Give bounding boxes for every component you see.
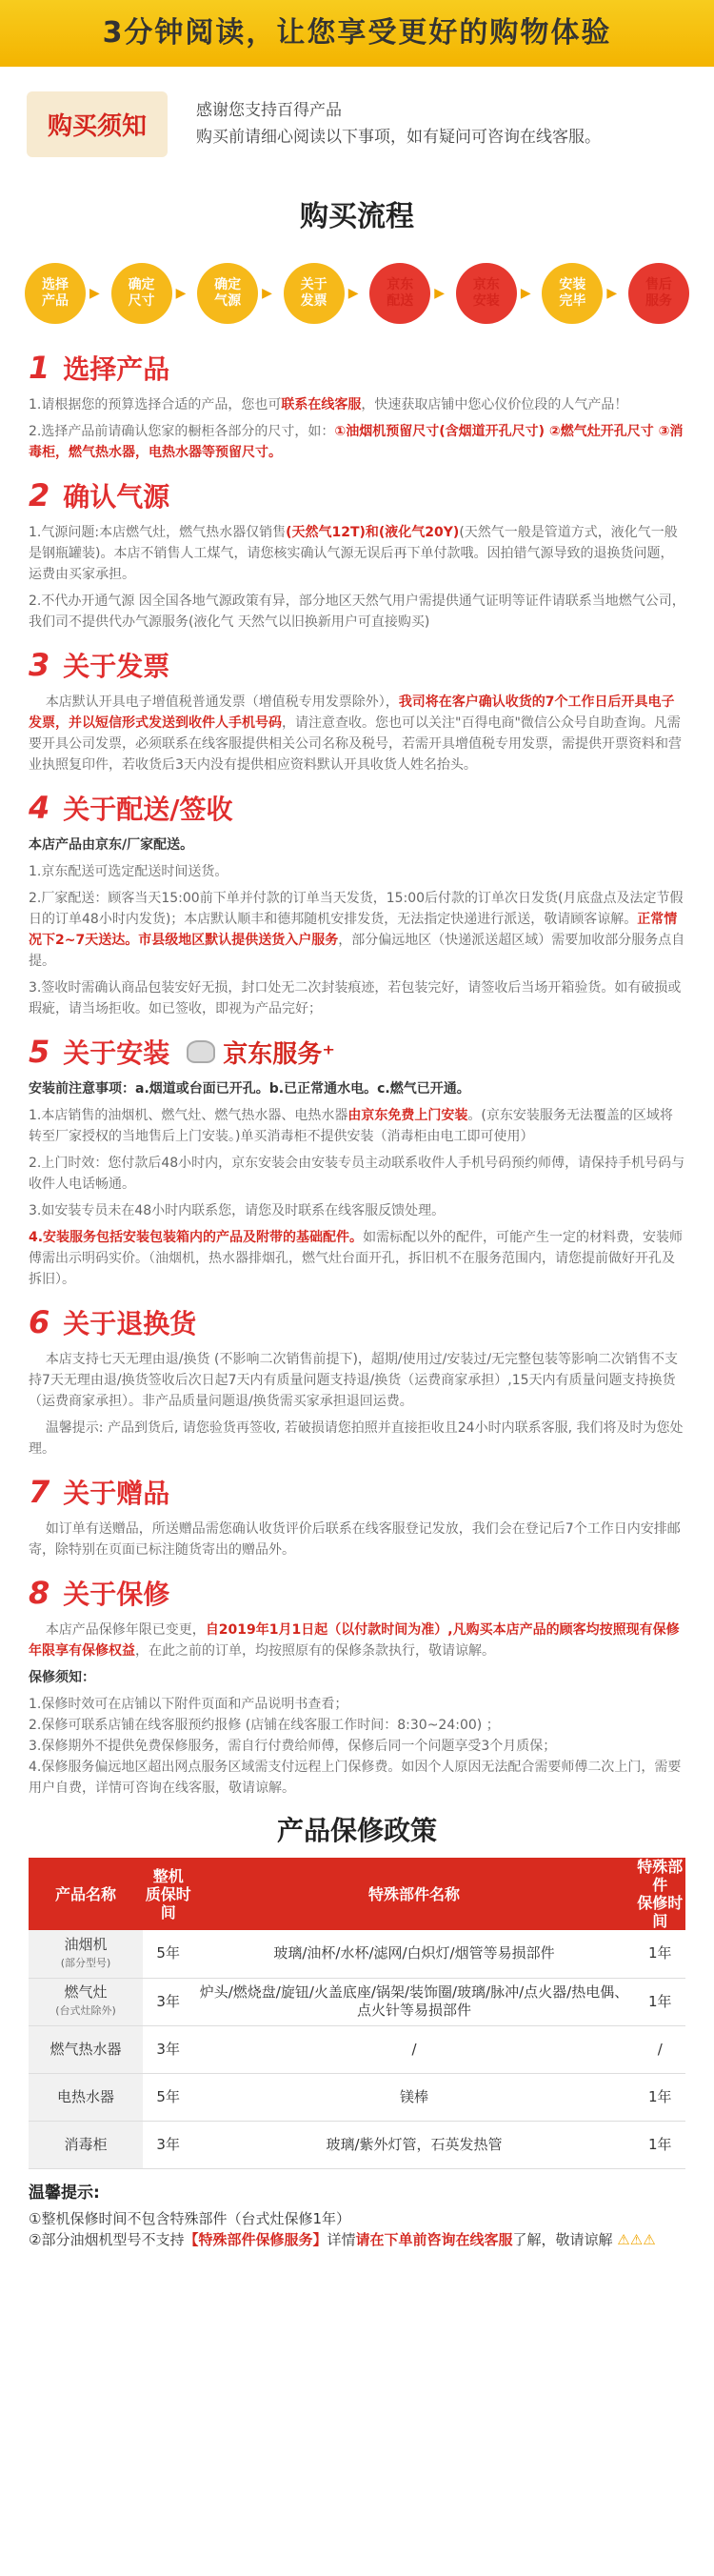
table-row: [29, 1930, 685, 1978]
parts-warranty-time: 1年: [635, 2121, 685, 2168]
text: 3.如安装专员未在48小时内联系您，请您及时联系在线客服反馈处理。: [29, 1203, 446, 1218]
text: 本店支持七天无理由退/换货 (不影响二次销售前提下)，超期/使用过/安装过/无完整包装等影响二次销售不支持7天无理由退/换货签收后次日起7天内有质量问题支持退/换货（运费商家承担）,15天内有质量问题支持换货（运费商家承担）。非产品质量问题退/换货需买家承担退回运费。: [29, 1352, 679, 1409]
warm-tip-2: [29, 2229, 685, 2250]
text: 详情: [327, 2230, 356, 2248]
product-note: (部分型号): [60, 1956, 111, 1969]
contact-service-link[interactable]: 联系在线客服: [281, 397, 362, 413]
warranty-time: 3年: [143, 2121, 193, 2168]
section-title: 确认气源: [63, 481, 170, 513]
table-row: [29, 2073, 685, 2121]
section-choose-product: [0, 341, 714, 463]
section-number: 6: [29, 1304, 50, 1340]
section-gifts: [0, 1465, 714, 1560]
section-title: 选择产品: [63, 353, 170, 385]
section-title: 关于赠品: [63, 1478, 170, 1509]
arrow-icon: ▶: [347, 286, 359, 301]
flow-step-3: 确定 气源: [197, 263, 258, 324]
highlight-text: 由京东免费上门安装: [347, 1108, 468, 1123]
flow-step-1: 选择 产品: [25, 263, 86, 324]
text: 。(京东安装服务无法覆盖的区域将转至厂家授权的当地售后上门安装。)单买消毒柜不提供安装（消毒柜由电工即可使用）: [29, 1108, 673, 1144]
flow-step-8: 售后 服务: [628, 263, 689, 324]
text: 温馨提示: 产品到货后, 请您验货再签收, 若破损请您拍照并直接拒收且24小时内联系客服, 我们将及时为您处理。: [29, 1420, 684, 1457]
notice-tag: 购买须知: [27, 91, 168, 157]
notice-text: [196, 97, 601, 151]
section-title: 关于退换货: [63, 1308, 197, 1339]
highlight-text: 自2019年1月1日起（以付款时间为准）,凡购买本店产品的顾客均按照现有保修年限享有保修权益: [29, 1622, 680, 1659]
highlight-text: 【特殊部件保修服务】: [184, 2230, 327, 2248]
text: 2.选择产品前请确认您家的橱柜各部分的尺寸，如：: [29, 424, 335, 439]
flow-step-7: 安装 完毕: [542, 263, 603, 324]
lead-text: 保修须知：: [29, 1670, 95, 1685]
flow-step-5: 京东 配送: [369, 263, 430, 324]
policy-title: 产品保修政策: [276, 1815, 437, 1846]
notice-line1: 感谢您支持百得产品: [196, 101, 343, 120]
list-item: 4.保修服务偏远地区超出网点服务区域需支付远程上门保修费。如因个人原因无法配合需要师傅二次上门，需要用户自费，详情可咨询在线客服，敬请谅解。: [29, 1760, 682, 1796]
section-title: 关于发票: [63, 651, 170, 682]
section-title: 关于配送/签收: [63, 794, 233, 825]
section-title: 关于保修: [63, 1579, 170, 1610]
text: 2.上门时效：您付款后48小时内，京东安装会由安装专员主动联系收件人手机号码预约师傅，请保持手机号码与收件人电话畅通。: [29, 1156, 685, 1192]
section-number: 3: [29, 647, 50, 683]
jd-service-label: 京东服务⁺: [223, 1039, 336, 1069]
text: ，在此之前的订单，均按照原有的保修条款执行，敬请谅解。: [135, 1643, 495, 1659]
highlight-text: (天然气12T)和(液化气20Y): [286, 525, 460, 540]
purchase-flow: [0, 246, 714, 341]
parts-warranty-time: 1年: [635, 1930, 685, 1978]
highlight-text: ①油烟机预留尺寸(含烟道开孔尺寸) ②燃气灶开孔尺寸 ③消毒柜，燃气热水器，电热水器等预留尺寸。: [29, 424, 684, 460]
warranty-time: 3年: [143, 1978, 193, 2025]
text: ，部分偏远地区（快递派送超区域）需要加收部分服务点自提。: [29, 933, 685, 969]
notice-line2: 购买前请细心阅读以下事项，如有疑问可咨询在线客服。: [196, 128, 602, 147]
text: 1.气源问题:本店燃气灶，燃气热水器仅销售: [29, 525, 287, 540]
highlight-text: 正常情况下2~7天送达。市县级地区默认提供送货入户服务: [29, 912, 678, 948]
product-name: 消毒柜: [64, 2135, 108, 2153]
text: 1.京东配送可选定配送时间送货。: [29, 864, 228, 879]
text: ，请注意查收。您也可以关注"百得电商"微信公众号自助查询。凡需要开具公司发票，必须联系在线客服提供相关公司名称及税号，若需开具增值税专用发票，需提供开票资料和营业执照复印件，若收货后3天内没有提供相应资料默认开具收货人姓名抬头。: [29, 715, 682, 773]
warranty-time: 5年: [143, 2073, 193, 2121]
text: 如订单有送赠品，所送赠品需您确认收货评价后联系在线客服登记发放，我们会在登记后7个工作日内安排邮寄，除特别在页面已标注随货寄出的赠品外。: [29, 1521, 681, 1558]
text: (天然气一般是管道方式，液化气一般是钢瓶罐装)。本店不销售人工煤气，请您核实确认气源无误后再下单付款哦。因拍错气源导致的退换货问题，运费由买家承担。: [29, 525, 678, 582]
text: 如需标配以外的配件，可能产生一定的材料费，安装师傅需出示明码实价。（油烟机，热水器排烟孔，燃气灶台面开孔，拆旧机不在服务范围内，请您提前做好开孔及拆旧）。: [29, 1230, 684, 1287]
text: 1.本店销售的油烟机、燃气灶、燃气热水器、电热水器: [29, 1108, 348, 1123]
product-note: (台式灶除外): [55, 2004, 116, 2017]
warm-tips-title: 温馨提示:: [29, 2183, 100, 2203]
table-row: [29, 1978, 685, 2025]
section-invoice: [0, 638, 714, 775]
section-number: 1: [29, 350, 50, 386]
section-number: 8: [29, 1575, 50, 1611]
table-header: 特殊部件 保修时间: [635, 1858, 685, 1930]
table-row: [29, 2025, 685, 2073]
purchase-notice: [0, 67, 714, 181]
table-header: 产品名称: [29, 1858, 143, 1930]
flow-step-2: 确定 尺寸: [111, 263, 172, 324]
section-title: 关于安装: [63, 1037, 170, 1069]
jd-service-badge: [187, 1035, 335, 1070]
parts-warranty-time: /: [635, 2025, 685, 2073]
arrow-icon: ▶: [434, 286, 446, 301]
text: ②部分油烟机型号不支持: [29, 2230, 185, 2248]
highlight-text: 4.安装服务包括安装包装箱内的产品及附带的基础配件。: [29, 1230, 364, 1245]
text: 3.签收时需确认商品包装安好无损，封口处无二次封装痕迹，若包装完好，请签收后当场开箱验货。如有破损或瑕疵，请当场拒收。如已签收，即视为产品完好；: [29, 980, 682, 1016]
special-parts: 玻璃/紫外灯管，石英发热管: [193, 2121, 634, 2168]
highlight-text: 我司将在客户确认收货的7个工作日后开具电子发票，并以短信形式发送到收件人手机号码: [29, 694, 675, 731]
banner-text: 3分钟阅读，让您享受更好的购物体验: [102, 16, 612, 50]
section-number: 2: [29, 477, 50, 513]
text: 本店产品保修年限已变更，: [45, 1622, 206, 1638]
special-parts: 玻璃/油杯/水杯/滤网/白炽灯/烟管等易损部件: [193, 1930, 634, 1978]
text: ，快速获取店铺中您心仪价位段的人气产品！: [361, 397, 628, 413]
table-header-row: [29, 1858, 685, 1930]
section-returns: [0, 1296, 714, 1459]
arrow-icon: ▶: [175, 286, 187, 301]
text: 2.不代办开通气源 因全国各地气源政策有异，部分地区天然气用户需提供通气证明等证件请联系当地燃气公司，我们司不提供代办气源服务(液化气 天然气以旧换新用户可直接购买): [29, 594, 685, 630]
special-parts: 炉头/燃烧盘/旋钮/火盖底座/锅架/装饰圈/玻璃/脉冲/点火器/热电偶、点火针等易损部件: [193, 1978, 634, 2025]
top-banner: [0, 0, 714, 67]
section-gas-source: [0, 469, 714, 633]
arrow-icon: ▶: [606, 286, 618, 301]
text: 本店默认开具电子增值税普通发票（增值税专用发票除外），: [45, 694, 399, 710]
text: 2.厂家配送：顾客当天15:00前下单并付款的订单当天发货，15:00后付款的订单次日发货(月底盘点及法定节假日的订单48小时内发货)；本店默认顺丰和德邦随机安排发货，无法指定快递进行派送，敬请顾客谅解。: [29, 891, 684, 927]
section-install: [0, 1025, 714, 1290]
flow-title: 购买流程: [300, 200, 414, 233]
section-delivery: [0, 781, 714, 1019]
lead-text: 安装前注意事项：a.烟道或台面已开孔。b.已正常通水电。c.燃气已开通。: [29, 1081, 470, 1097]
section-number: 5: [29, 1034, 50, 1070]
warning-icon: ⚠⚠⚠: [617, 2230, 656, 2248]
warranty-time: 5年: [143, 1930, 193, 1978]
arrow-icon: ▶: [262, 286, 272, 301]
highlight-text: 请在下单前咨询在线客服: [355, 2230, 513, 2248]
warm-tip-1: ①整机保修时间不包含特殊部件（台式灶保修1年）: [29, 2209, 350, 2227]
text: 了解，敬请谅解: [512, 2230, 613, 2248]
list-item: 2.保修可联系店铺在线客服预约报修 (店铺在线客服工作时间：8:30~24:00) ；: [29, 1718, 500, 1733]
table-header: 特殊部件名称: [193, 1858, 634, 1930]
warranty-table: [29, 1858, 685, 2169]
flow-step-4: 关于 发票: [284, 263, 345, 324]
arrow-icon: ▶: [520, 286, 531, 301]
parts-warranty-time: 1年: [635, 2073, 685, 2121]
text: 1.请根据您的预算选择合适的产品，您也可: [29, 397, 282, 413]
section-warranty: [0, 1566, 714, 1799]
special-parts: /: [193, 2025, 634, 2073]
parts-warranty-time: 1年: [635, 1978, 685, 2025]
table-header: 整机 质保时间: [143, 1858, 193, 1930]
special-parts: 镁棒: [193, 2073, 634, 2121]
lead-text: 本店产品由京东/厂家配送。: [29, 837, 194, 853]
list-item: 1.保修时效可在店铺以下附件页面和产品说明书查看；: [29, 1697, 348, 1712]
warm-tips: [0, 2169, 714, 2250]
list-item: 3.保修期外不提供免费保修服务，需自行付费给师傅，保修后同一个问题享受3个月质保；: [29, 1739, 557, 1754]
product-name: 燃气灶: [64, 1983, 108, 2001]
product-name: 油烟机: [64, 1935, 108, 1953]
jd-dog-icon: [187, 1040, 215, 1063]
flow-step-6: 京东 安装: [456, 263, 517, 324]
arrow-icon: ▶: [89, 286, 100, 301]
section-number: 4: [29, 790, 50, 826]
table-row: [29, 2121, 685, 2168]
product-name: 燃气热水器: [50, 2040, 122, 2058]
section-number: 7: [29, 1474, 50, 1510]
warranty-time: 3年: [143, 2025, 193, 2073]
product-name: 电热水器: [56, 2087, 114, 2105]
